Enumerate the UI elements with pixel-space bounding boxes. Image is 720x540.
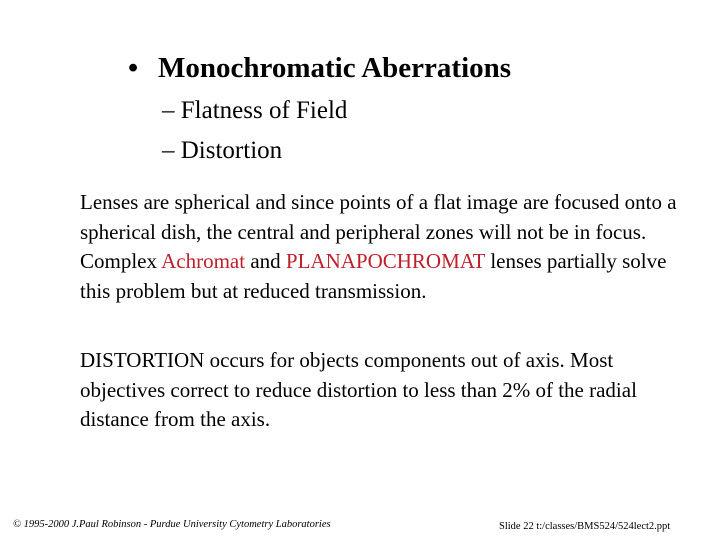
paragraph-distortion (80, 346, 680, 435)
heading-text: Monochromatic Aberrations (158, 52, 512, 84)
paragraph-text: and (245, 249, 286, 273)
footer-slide-info: Slide 22 t:/classes/BMS524/524lect2.ppt (499, 521, 671, 532)
highlight-planapochromat: PLANAPOCHROMAT (285, 249, 486, 273)
paragraph-text: lenses partially solve this problem but at reduced transmission. (80, 249, 667, 303)
sub-item-distortion: – Distortion (162, 137, 283, 164)
footer-copyright: © 1995-2000 J.Paul Robinson - Purdue University Cytometry Laboratories (13, 519, 331, 530)
bullet-icon: • (128, 52, 139, 84)
distortion-term: DISTORTION (80, 348, 205, 372)
sub-item-flatness: – Flatness of Field (162, 97, 348, 124)
highlight-achromat: Achromat (161, 249, 246, 273)
paragraph-text: Lenses are spherical and since points of a flat image are focused onto a spherical dish, the central and peripheral zones will not be in focus. Complex (80, 190, 677, 273)
paragraph-flatness (80, 188, 680, 306)
slide-heading (128, 50, 511, 86)
paragraph-text: occurs for objects components out of axis. Most objectives correct to reduce distortion to less than 2% of the radial distance from the axis. (80, 348, 637, 431)
